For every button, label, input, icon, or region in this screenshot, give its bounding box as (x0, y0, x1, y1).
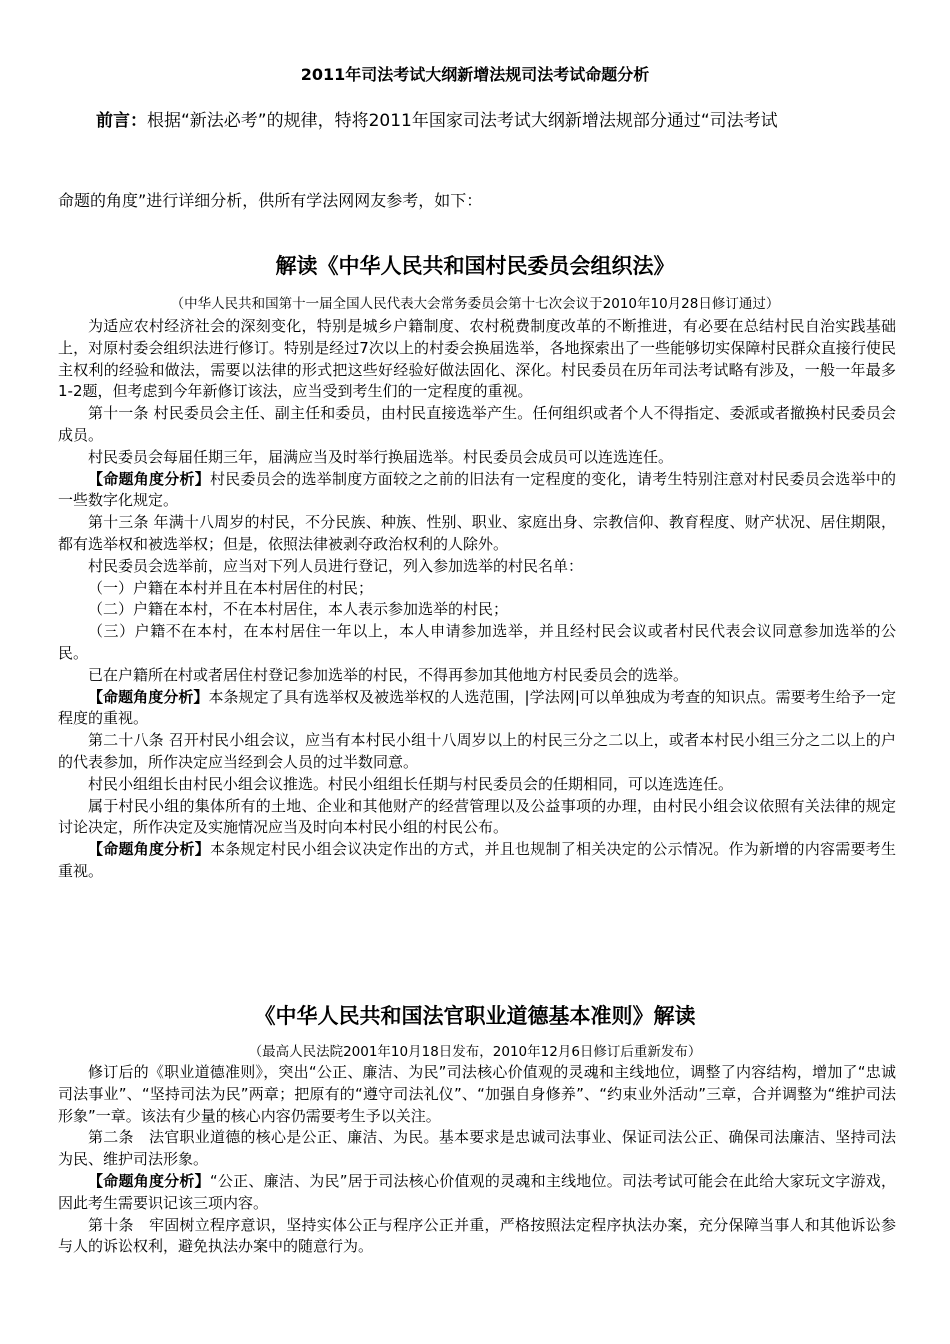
paragraph: 已在户籍所在村或者居住村登记参加选举的村民，不得再参加其他地方村民委员会的选举。 (88, 665, 689, 684)
paragraph: 第十三条 年满十八周岁的村民，不分民族、种族、性别、职业、家庭出身、宗教信仰、教育程度、财产状况、居住期限，都有选举权和被选举权；但是，依照法律被剥夺政治权利的人除外。 (58, 513, 896, 553)
paragraph: 第二条 法官职业道德的核心是公正、廉洁、为民。基本要求是忠诚司法事业、保证司法公正、确保司法廉洁、坚持司法为民、维护司法形象。 (58, 1128, 896, 1169)
section1-heading: 解读《中华人民共和国村民委员会组织法》 (275, 254, 675, 278)
list-item: （一）户籍在本村并且在本村居住的村民； (88, 578, 374, 597)
paragraph: 第十条 牢固树立程序意识，坚持实体公正与程序公正并重，严格按照法定程序执法办案，充分保障当事人和其他诉讼参与人的诉讼权利，避免执法办案中的随意行为。 (58, 1215, 896, 1256)
section2-heading: 《中华人民共和国法官职业道德基本准则》解读 (254, 1004, 696, 1028)
paragraph: 第十一条 村民委员会主任、副主任和委员，由村民直接选举产生。任何组织或者个人不得指定、委派或者撤换村民委员会成员。 (58, 404, 896, 444)
document-title: 2011年司法考试大纲新增法规司法考试命题分析 (300, 65, 650, 84)
paragraph: 修订后的《职业道德准则》，突出“公正、廉洁、为民”司法核心价值观的灵魂和主线地位，调整了内容结构，增加了“忠诚司法事业”、“坚持司法为民”两章；把原有的“遵守司法礼仪”、“加强自身修养”、“约束业外活动”三章，合并调整为“维护司法形象”一章。该法有少量的核心内容仍需要考生予以关注。 (58, 1063, 896, 1125)
analysis-paragraph: 【命题角度分析】本条规定村民小组会议决定作出的方式，并且也规制了相关决定的公示情况。作为新增的内容需要考生重视。 (58, 840, 896, 880)
preface-label: 前言： (96, 111, 147, 131)
analysis-paragraph: 【命题角度分析】村民委员会的选举制度方面较之之前的旧法有一定程度的变化，请考生特别注意对村民委员会选举中的一些数字化规定。 (58, 469, 896, 510)
analysis-paragraph: 【命题角度分析】“公正、廉洁、为民”居于司法核心价值观的灵魂和主线地位。司法考试可能会在此给大家玩文字游戏，因此考生需要识记该三项内容。 (58, 1171, 896, 1212)
preface-line-1 (96, 106, 778, 131)
paragraph: 第二十八条 召开村民小组会议，应当有本村民小组十八周岁以上的村民三分之二以上，或者本村民小组三分之二以上的户的代表参加，所作决定应当经到会人员的过半数同意。 (58, 731, 896, 771)
analysis-label: 【命题角度分析】 (88, 687, 209, 706)
section1-subheading: （中华人民共和国第十一届全国人民代表大会常务委员会第十七次会议于2010年10月28日修订通过） (170, 296, 780, 312)
paragraph: 属于村民小组的集体所有的土地、企业和其他财产的经营管理以及公益事项的办理，由村民小组会议依照有关法律的规定讨论决定，所作决定及实施情况应当及时向本村民小组的村民公布。 (58, 796, 896, 837)
preface-text-1: 根据“新法必考”的规律，特将2011年国家司法考试大纲新增法规部分通过“司法考试 (147, 111, 778, 131)
paragraph: 为适应农村经济社会的深刻变化，特别是城乡户籍制度、农村税费制度改革的不断推进，有必要在总结村民自治实践基础上，对原村委会组织法进行修订。特别是经过7次以上的村委会换届选举，各地探索出了一些能够切实保障村民群众直接行使民主权利的经验和做法，需要以法律的形式把这些好经验好做法固化、深化。村民委员在历年司法考试略有涉及，一般一年最多1-2题，但考虑到今年新修订该法，应当受到考生们的一定程度的重视。 (58, 317, 896, 401)
paragraph: 村民小组组长由村民小组会议推选。村民小组组长任期与村民委员会的任期相同，可以连选连任。 (88, 774, 734, 793)
list-item: （二）户籍在本村，不在本村居住，本人表示参加选举的村民； (88, 600, 509, 619)
analysis-label: 【命题角度分析】 (88, 1171, 210, 1190)
preface-line-2: 命题的角度”进行详细分析，供所有学法网网友参考，如下： (58, 191, 483, 210)
section1-body (58, 316, 896, 883)
paragraph: 村民委员会每届任期三年，届满应当及时举行换届选举。村民委员会成员可以连选连任。 (88, 447, 674, 466)
section2-subheading: （最高人民法院2001年10月18日发布，2010年12月6日修订后重新发布） (248, 1044, 702, 1060)
section2-body (58, 1062, 896, 1258)
analysis-label: 【命题角度分析】 (88, 840, 210, 859)
paragraph: 村民委员会选举前，应当对下列人员进行登记，列入参加选举的村民名单： (88, 556, 584, 575)
list-item: （三）户籍不在本村，在本村居住一年以上，本人申请参加选举，并且经村民会议或者村民代表会议同意参加选举的公民。 (58, 622, 896, 662)
analysis-label: 【命题角度分析】 (88, 469, 210, 488)
analysis-paragraph: 【命题角度分析】本条规定了具有选举权及被选举权的人选范围，|学法网|可以单独成为考查的知识点。需要考生给予一定程度的重视。 (58, 687, 896, 728)
